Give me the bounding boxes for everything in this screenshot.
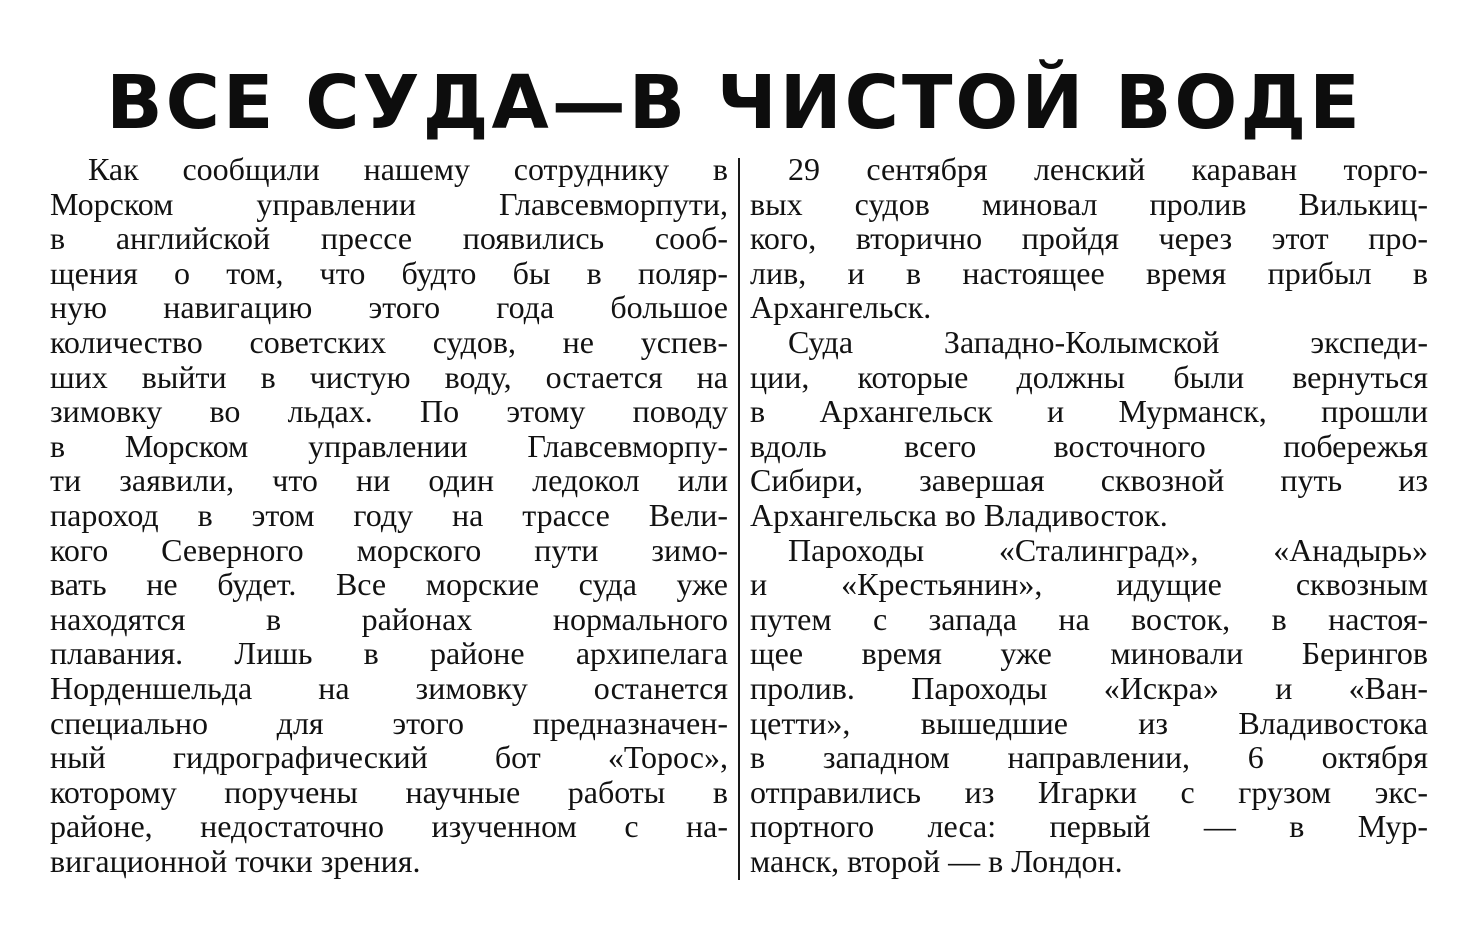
text-line: ную навигацию этого года большое xyxy=(50,289,728,326)
text-line: Архангельска во Владивосток. xyxy=(750,496,1168,533)
text-line: кого Северного морского пути зимо- xyxy=(50,531,728,568)
headline: ВСЕ СУДА—В ЧИСТОЙ ВОДЕ xyxy=(106,60,1363,146)
text-line: Морском управлении Главсевморпути, xyxy=(50,185,728,222)
text-line: и «Крестьянин», идущие сквозным xyxy=(750,566,1428,603)
text-line: пароход в этом году на трассе Вели- xyxy=(50,496,728,533)
text-line: 29 сентября ленский караван торго- xyxy=(788,151,1428,187)
text-line: которому поручены научные работы в xyxy=(50,773,728,810)
right-column xyxy=(750,152,1428,878)
text-line: Суда Западно-Колымской экспеди- xyxy=(788,323,1428,360)
text-line: в Морском управлении Главсевморпу- xyxy=(50,427,728,464)
text-line: отправились из Игарки с грузом экс- xyxy=(750,773,1428,810)
text-line: Как сообщили нашему сотруднику в xyxy=(88,151,728,187)
text-line: Архангельск. xyxy=(750,289,932,326)
text-line: вдоль всего восточного побережья xyxy=(750,427,1428,464)
text-line: специально для этого предназначен- xyxy=(50,704,728,741)
text-line: Пароходы «Сталинград», «Анадырь» xyxy=(788,531,1428,568)
text-line: зимовку во льдах. По этому поводу xyxy=(50,393,728,430)
text-line: вых судов миновал пролив Вилькиц- xyxy=(750,185,1428,222)
text-line: путем с запада на восток, в настоя- xyxy=(750,600,1428,637)
text-line: лив, и в настоящее время прибыл в xyxy=(750,254,1428,291)
text-line: в западном направлении, 6 октября xyxy=(750,739,1428,776)
text-line: в Архангельск и Мурманск, прошли xyxy=(750,393,1428,430)
text-line: Сибири, завершая сквозной путь из xyxy=(750,462,1428,499)
text-line: пролив. Пароходы «Искра» и «Ван- xyxy=(750,669,1428,706)
text-line: районе, недостаточно изученном с на- xyxy=(50,808,728,845)
text-line: кого, вторично пройдя через этот про- xyxy=(750,220,1428,257)
text-line: находятся в районах нормального xyxy=(50,600,728,637)
column-divider xyxy=(738,158,740,880)
text-line: ти заявили, что ни один ледокол или xyxy=(50,462,728,499)
text-line: щее время уже миновали Берингов xyxy=(750,635,1428,672)
text-line: портного леса: первый — в Мур- xyxy=(750,808,1428,845)
text-line: плавания. Лишь в районе архипелага xyxy=(50,635,728,672)
text-line: ших выйти в чистую воду, остается на xyxy=(50,358,728,395)
text-line: цетти», вышедшие из Владивостока xyxy=(750,704,1428,741)
text-line: вать не будет. Все морские суда уже xyxy=(50,566,728,603)
text-line: ции, которые должны были вернуться xyxy=(750,358,1428,395)
text-line: щения о том, что будто бы в поляр- xyxy=(50,254,728,291)
text-line: количество советских судов, не успев- xyxy=(50,323,728,360)
text-line: в английской прессе появились сооб- xyxy=(50,220,728,257)
left-column xyxy=(50,152,728,878)
text-line: ный гидрографический бот «Торос», xyxy=(50,739,728,776)
text-line: манск, второй — в Лондон. xyxy=(750,842,1123,879)
text-line: Норденшельда на зимовку останется xyxy=(50,669,728,706)
text-line: вигационной точки зрения. xyxy=(50,842,421,879)
